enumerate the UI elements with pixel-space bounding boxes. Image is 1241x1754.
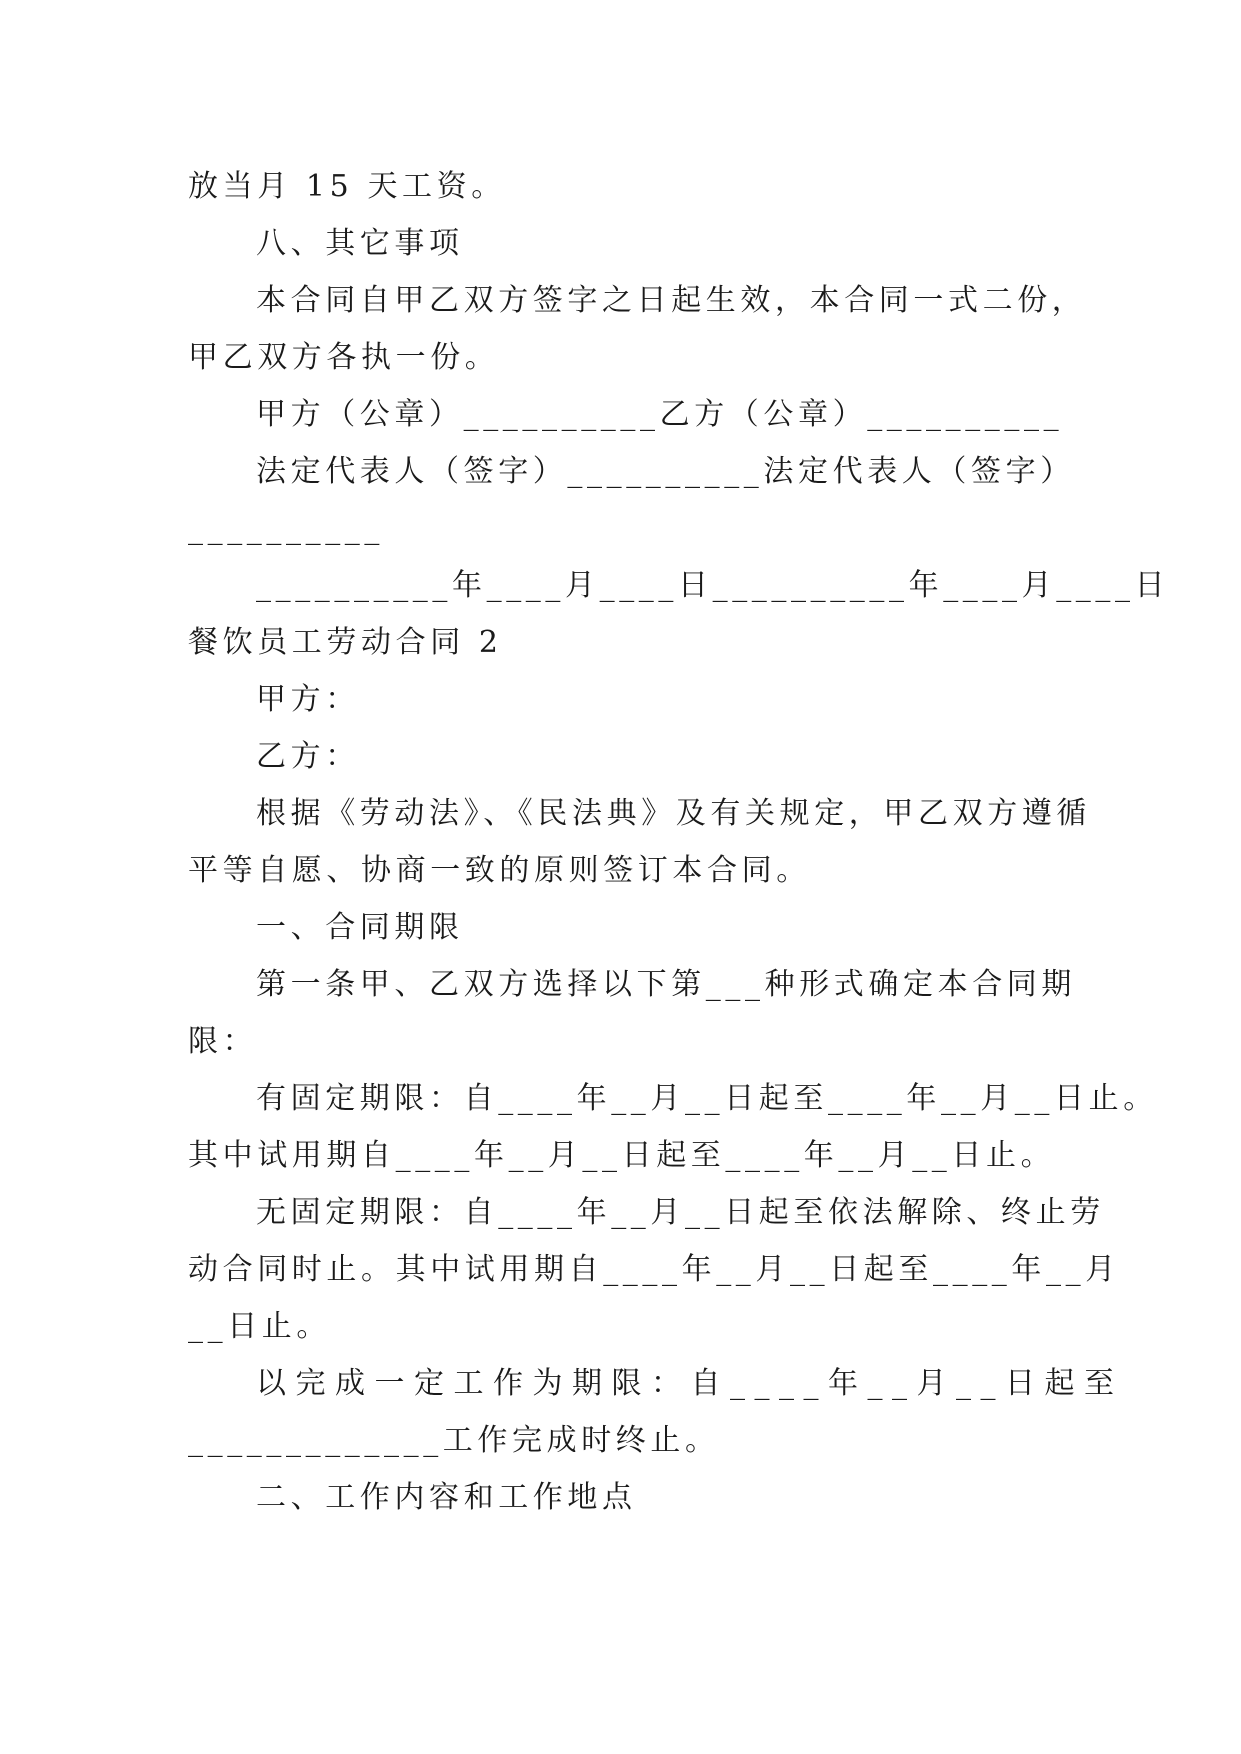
open-term-probation-line: 动合同时止。其中试用期自____年__月__日起至____年__月 (188, 1252, 1120, 1287)
section-heading-term: 一、合同期限 (256, 910, 464, 945)
signature-line-representatives: 法定代表人（签字）__________法定代表人（签字） (256, 454, 1075, 489)
party-b-label: 乙方： (256, 739, 360, 774)
section-heading-other-matters: 八、其它事项 (256, 226, 464, 261)
signature-line-seals: 甲方（公章）__________乙方（公章）__________ (256, 397, 1064, 432)
text-line-copies: 甲乙双方各执一份。 (188, 340, 500, 375)
fixed-term-line: 有固定期限：自____年__月__日起至____年__月__日止。 (256, 1081, 1158, 1116)
contract-title: 餐饮员工劳动合同 2 (188, 625, 503, 660)
text-line-principle: 平等自愿、协商一致的原则签订本合同。 (188, 853, 811, 888)
article-one-line: 第一条甲、乙双方选择以下第___种形式确定本合同期 (256, 967, 1076, 1002)
date-line: __________年____月____日__________年____月____日 (256, 568, 1170, 603)
section-heading-work-content: 二、工作内容和工作地点 (256, 1480, 637, 1515)
text-line-wage-end: 放当月 15 天工资。 (188, 169, 506, 204)
task-term-end-line: _____________工作完成时终止。 (188, 1423, 720, 1458)
open-term-end-line: __日止。 (188, 1309, 331, 1344)
article-one-continuation: 限： (188, 1024, 258, 1059)
party-a-label: 甲方： (256, 682, 360, 717)
signature-blank: __________ (188, 511, 384, 546)
task-term-line: 以完成一定工作为期限：自____年__月__日起至 (256, 1366, 1124, 1401)
probation-line: 其中试用期自____年__月__日起至____年__月__日止。 (188, 1138, 1056, 1173)
text-line-legal-basis: 根据《劳动法》、《民法典》及有关规定，甲乙双方遵循 (256, 796, 1091, 831)
open-term-line: 无固定期限：自____年__月__日起至依法解除、终止劳 (256, 1195, 1105, 1230)
text-line-effective: 本合同自甲乙双方签字之日起生效，本合同一式二份， (256, 283, 1087, 318)
